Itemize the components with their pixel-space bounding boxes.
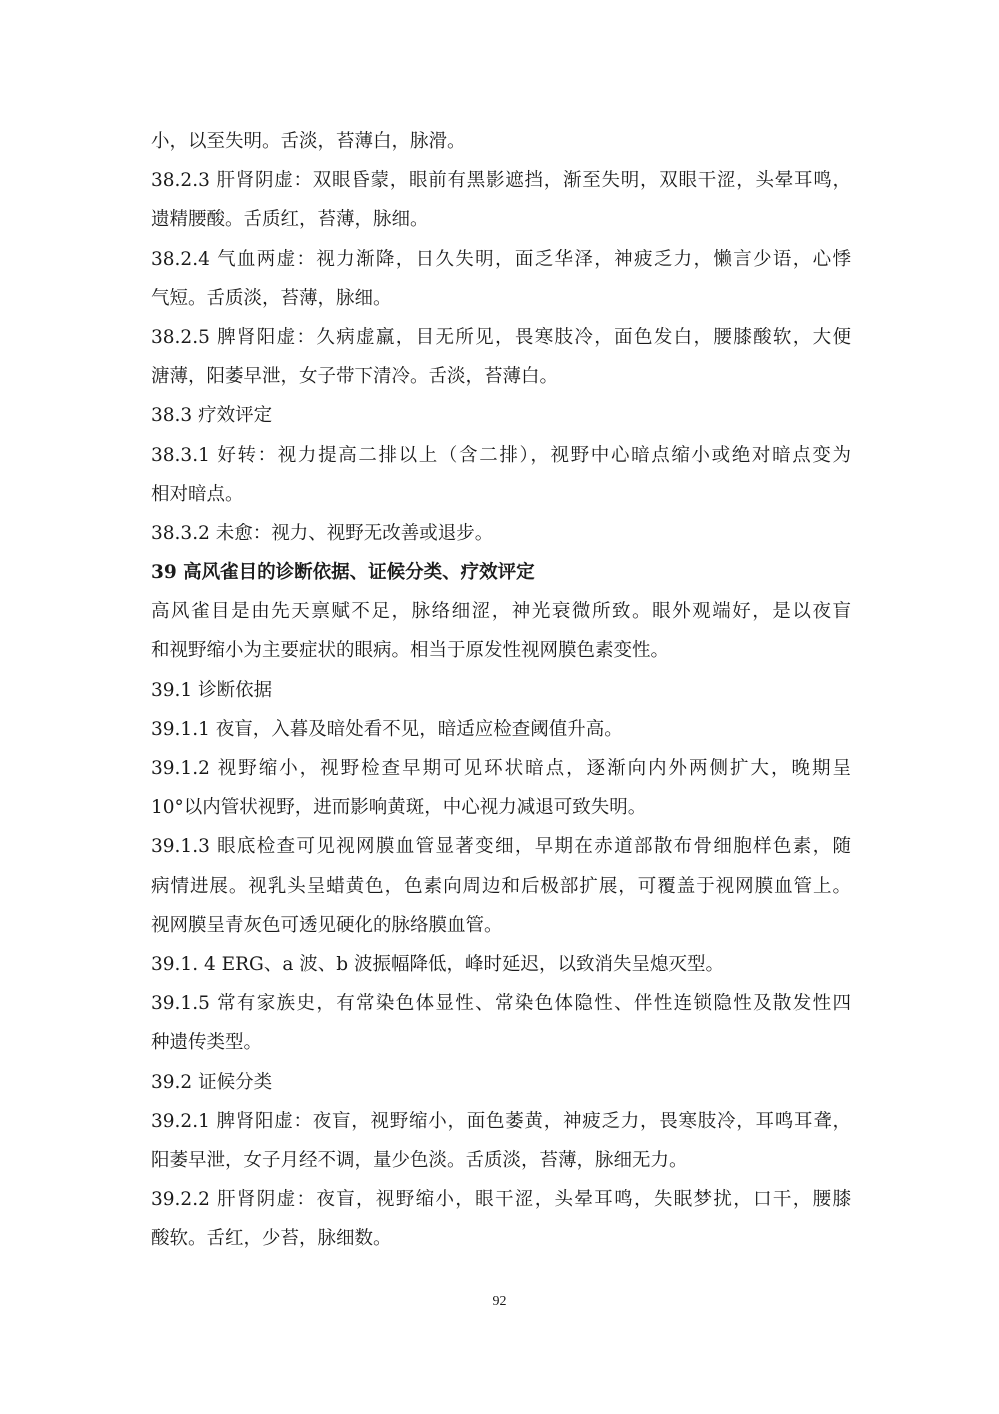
- text-line: 酸软。舌红，少苔，脉细数。: [151, 1228, 392, 1250]
- text-line: 阳萎早泄，女子月经不调，量少色淡。舌质淡，苔薄，脉细无力。: [151, 1149, 688, 1171]
- text-line: 39.1.3 眼底检查可见视网膜血管显著变细，早期在赤道部散布骨细胞样色素，随: [151, 836, 851, 858]
- body-text: [151, 122, 851, 1258]
- subsection-heading: 38.3 疗效评定: [151, 405, 273, 427]
- text-line: 相对暗点。: [151, 483, 244, 505]
- text-line: 38.2.5 脾肾阳虚：久病虚羸，目无所见，畏寒肢冷，面色发白，腰膝酸软，大便: [151, 326, 851, 348]
- text-line: 10°以内管状视野，进而影响黄斑，中心视力减退可致失明。: [151, 797, 647, 819]
- subsection-heading: 39.2 证候分类: [151, 1071, 273, 1093]
- text-line: 遗精腰酸。舌质红，苔薄，脉细。: [151, 209, 429, 231]
- subsection-heading: 39.1 诊断依据: [151, 679, 273, 701]
- text-line: 39.2.1 脾肾阳虚：夜盲，视野缩小，面色萎黄，神疲乏力，畏寒肢冷，耳鸣耳聋，: [151, 1110, 851, 1132]
- text-line: 39.1.5 常有家族史，有常染色体显性、常染色体隐性、伴性连锁隐性及散发性四: [151, 993, 851, 1015]
- text-line: 39.2.2 肝肾阴虚：夜盲，视野缩小，眼干涩，头晕耳鸣，失眠梦扰，口干，腰膝: [151, 1189, 851, 1211]
- text-line: 39.1.2 视野缩小，视野检查早期可见环状暗点，逐渐向内外两侧扩大，晚期呈: [151, 758, 851, 779]
- text-line: 38.3.1 好转：视力提高二排以上（含二排），视野中心暗点缩小或绝对暗点变为: [151, 444, 851, 466]
- text-line: 高风雀目是由先天禀赋不足，脉络细涩，神光衰微所致。眼外观端好，是以夜盲: [151, 601, 851, 623]
- text-line: 39.1. 4 ERG、a 波、b 波振幅降低，峰时延迟，以致消失呈熄灭型。: [151, 953, 724, 975]
- text-line: 视网膜呈青灰色可透见硬化的脉络膜血管。: [151, 914, 503, 936]
- text-line: 溏薄，阳萎早泄，女子带下清冷。舌淡，苔薄白。: [151, 366, 559, 388]
- text-line: 38.2.3 肝肾阴虚：双眼昏蒙，眼前有黑影遮挡，渐至失明，双眼干涩，头晕耳鸣，: [151, 170, 851, 192]
- section-heading: 39 高风雀目的诊断依据、证候分类、疗效评定: [151, 562, 535, 584]
- page-number: 92: [492, 1294, 507, 1309]
- text-line: 39.1.1 夜盲，入暮及暗处看不见，暗适应检查阈值升高。: [151, 718, 623, 740]
- text-line: 气短。舌质淡，苔薄，脉细。: [151, 287, 392, 309]
- text-line: 38.2.4 气血两虚：视力渐降，日久失明，面乏华泽，神疲乏力，懒言少语，心悸: [151, 248, 851, 270]
- text-line: 病情进展。视乳头呈蜡黄色，色素向周边和后极部扩展，可覆盖于视网膜血管上。: [151, 875, 851, 897]
- text-line: 38.3.2 未愈：视力、视野无改善或退步。: [151, 522, 494, 544]
- text-line: 小，以至失明。舌淡，苔薄白，脉滑。: [151, 131, 466, 152]
- text-line: 种遗传类型。: [151, 1032, 263, 1054]
- text-line: 和视野缩小为主要症状的眼病。相当于原发性视网膜色素变性。: [151, 640, 670, 662]
